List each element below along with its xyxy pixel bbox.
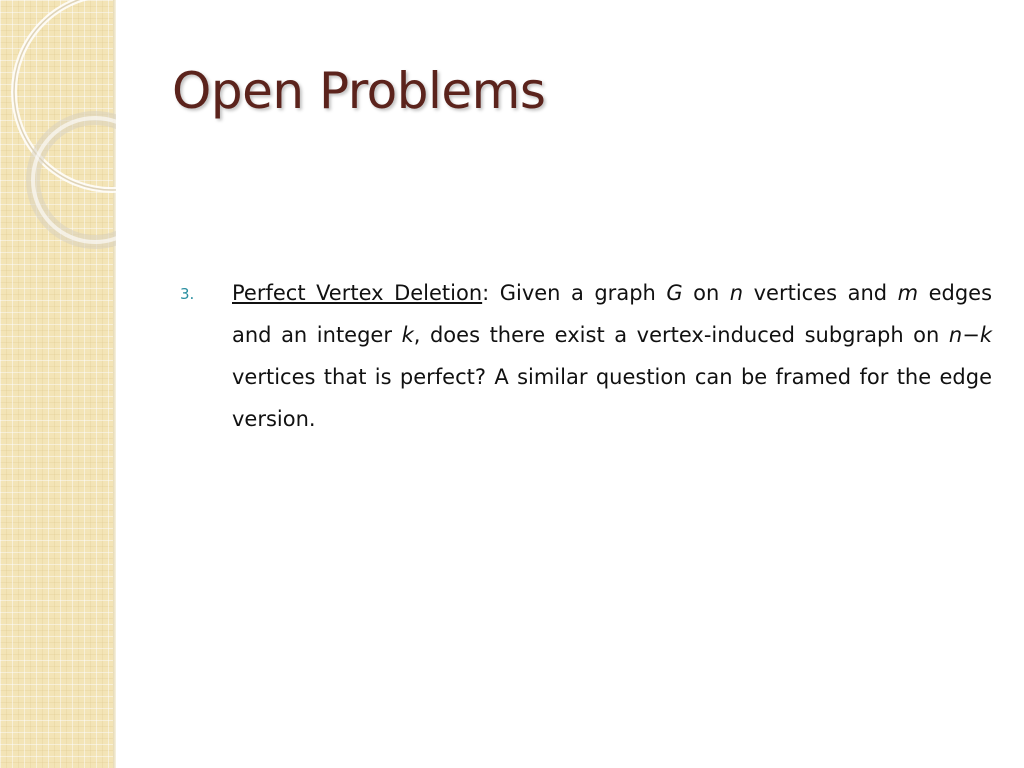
math-var-k: k [979, 323, 992, 347]
list-item-number: 3. [180, 285, 195, 303]
text-segment: vertices and [743, 281, 898, 305]
math-var-m: m [897, 281, 919, 305]
decorative-rings [0, 0, 116, 260]
minus-sign: − [962, 323, 980, 347]
problem-list [180, 272, 992, 440]
list-item [180, 272, 992, 440]
text-segment: : Given a graph [482, 281, 667, 305]
math-var-n: n [729, 281, 744, 305]
math-var-k: k [401, 323, 414, 347]
math-var-n: n [948, 323, 963, 347]
text-segment: vertices that is perfect? A similar question can be framed for the edge version. [232, 365, 992, 431]
problem-term: Perfect Vertex Deletion [232, 281, 483, 305]
text-segment: on [682, 281, 730, 305]
text-segment: edges and an integer [232, 281, 993, 347]
list-item-text [232, 272, 992, 440]
text-segment: , does there exist a vertex-induced subgraph on [413, 323, 949, 347]
slide-title: Open Problems [172, 62, 546, 120]
math-var-G: G [666, 281, 683, 305]
